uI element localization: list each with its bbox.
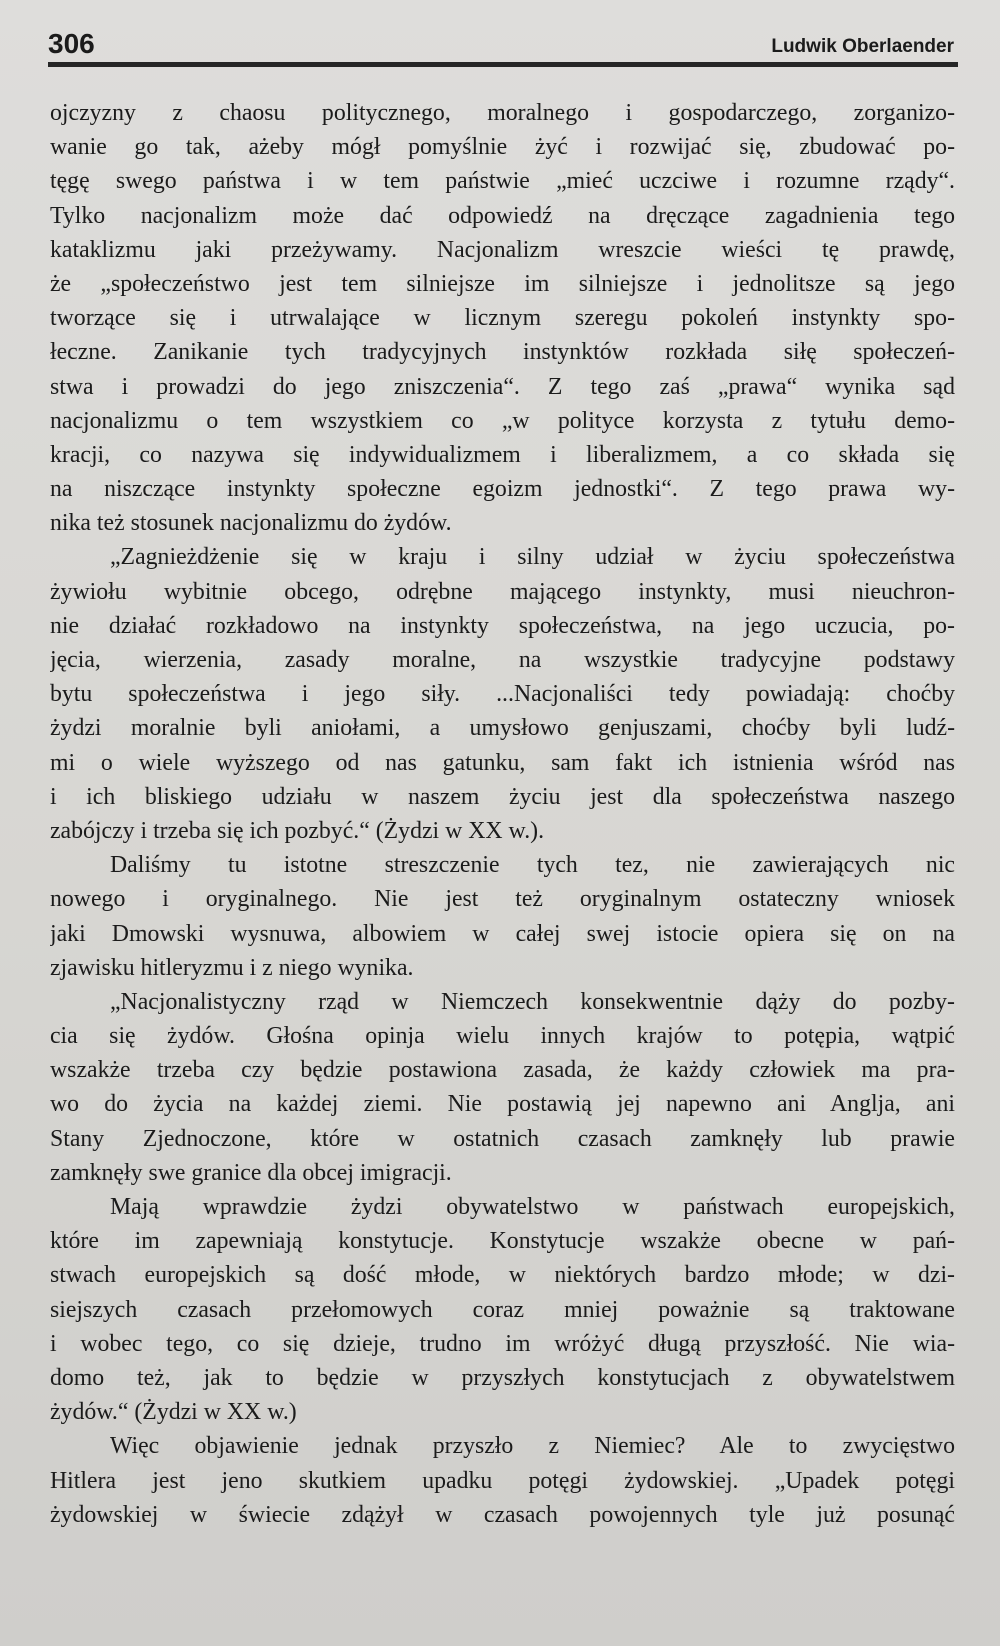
- text-line: Hitlera jest jeno skutkiem upadku potęgi żydowskiej. „Upadek potęgi: [50, 1467, 955, 1494]
- text-line: żydowskiej w świecie zdążył w czasach powojennych tyle już posunąć: [50, 1501, 955, 1528]
- text-line: na niszczące instynkty społeczne egoizm jednostki“. Z tego prawa wy-: [50, 476, 955, 503]
- text-line: i wobec tego, co się dzieje, trudno im wróżyć długą przyszłość. Nie wia-: [50, 1330, 955, 1357]
- text-line: zjawisku hitleryzmu i z niego wynika.: [50, 954, 414, 981]
- text-line: jęcia, wierzenia, zasady moralne, na wszystkie tradycyjne podstawy: [50, 647, 955, 673]
- text-line: zabójczy i trzeba się ich pozbyć.“ (Żydzi w XX w.).: [50, 817, 545, 844]
- text-line: nowego i oryginalnego. Nie jest też oryginalnym ostateczny wniosek: [50, 886, 955, 913]
- body-text: [50, 96, 955, 1532]
- text-line: mi o wiele wyższego od nas gatunku, sam fakt ich istnienia wśród nas: [50, 749, 955, 776]
- text-line: żywiołu wybitnie obcego, odrębne mającego instynkty, musi nieuchron-: [50, 578, 955, 605]
- text-line: Mają wprawdzie żydzi obywatelstwo w państwach europejskich,: [110, 1194, 955, 1220]
- text-line: „Zagnieżdżenie się w kraju i silny udział w życiu społeczeństwa: [110, 544, 955, 571]
- text-line: nika też stosunek nacjonalizmu do żydów.: [50, 510, 452, 537]
- text-line: cia się żydów. Głośna opinja wielu innych krajów to potępia, wątpić: [50, 1023, 955, 1050]
- text-line: Więc objawienie jednak przyszło z Niemiec? Ale to zwycięstwo: [110, 1433, 955, 1460]
- text-line: Daliśmy tu istotne streszczenie tych tez, nie zawierających nic: [110, 852, 955, 879]
- text-line: kataklizmu jaki przeżywamy. Nacjonalizm wreszcie wieści tę prawdę,: [50, 236, 955, 263]
- text-line: nie działać rozkładowo na instynkty społeczeństwa, na jego uczucia, po-: [50, 612, 955, 639]
- text-line: wanie go tak, ażeby mógł pomyślnie żyć i rozwijać się, zbudować po-: [50, 134, 955, 161]
- text-line: żydów.“ (Żydzi w XX w.): [50, 1399, 297, 1426]
- text-line: tworzące się i utrwalające w licznym szeregu pokoleń instynkty spo-: [50, 305, 955, 332]
- text-line: kracji, co nazywa się indywidualizmem i liberalizmem, a co składa się: [50, 441, 955, 468]
- text-line: które im zapewniają konstytucje. Konstytucje wszakże obecne w pań-: [50, 1228, 955, 1255]
- text-line: jaki Dmowski wysnuwa, albowiem w całej swej istocie opiera się on na: [50, 920, 955, 947]
- text-line: łeczne. Zanikanie tych tradycyjnych instynktów rozkłada siłę społeczeń-: [50, 339, 955, 366]
- text-line: i ich bliskiego udziału w naszem życiu jest dla społeczeństwa naszego: [50, 783, 955, 810]
- text-line: „Nacjonalistyczny rząd w Niemczech konsekwentnie dąży do pozby-: [110, 988, 955, 1015]
- text-line: bytu społeczeństwa i jego siły. ...Nacjonaliści tedy powiadają: choćby: [50, 681, 955, 708]
- text-line: zamknęły swe granice dla obcej imigracji.: [50, 1159, 452, 1186]
- text-line: wszakże trzeba czy będzie postawiona zasada, że każdy człowiek ma pra-: [50, 1057, 955, 1084]
- text-line: żydzi moralnie byli aniołami, a umysłowo genjuszami, choćby byli ludź-: [50, 715, 955, 742]
- text-line: stwach europejskich są dość młode, w niektórych bardzo młode; w dzi-: [50, 1262, 955, 1289]
- text-line: domo też, jak to będzie w przyszłych konstytucjach z obywatelstwem: [50, 1364, 955, 1391]
- running-head-author: Ludwik Oberlaender: [771, 36, 954, 57]
- text-line: nacjonalizmu o tem wszystkiem co „w polityce korzysta z tytułu demo-: [50, 407, 955, 434]
- text-line: Stany Zjednoczone, które w ostatnich czasach zamknęły lub prawie: [50, 1125, 955, 1152]
- text-line: że „społeczeństwo jest tem silniejsze im silniejsze i jednolitsze są jego: [50, 270, 955, 297]
- text-line: Tylko nacjonalizm może dać odpowiedź na dręczące zagadnienia tego: [50, 202, 955, 229]
- text-line: wo do życia na każdej ziemi. Nie postawią jej napewno ani Anglja, ani: [50, 1091, 955, 1118]
- header-rule: [48, 62, 958, 67]
- text-line: tęgę swego państwa i w tem państwie „mieć uczciwe i rozumne rządy“.: [50, 168, 955, 195]
- page-header: [48, 22, 958, 62]
- page-number: 306: [48, 28, 95, 59]
- text-line: ojczyzny z chaosu politycznego, moralnego i gospodarczego, zorganizo-: [50, 100, 955, 126]
- text-line: siejszych czasach przełomowych coraz mniej poważnie są traktowane: [50, 1296, 955, 1323]
- text-line: stwa i prowadzi do jego zniszczenia“. Z tego zaś „prawa“ wynika sąd: [50, 373, 955, 400]
